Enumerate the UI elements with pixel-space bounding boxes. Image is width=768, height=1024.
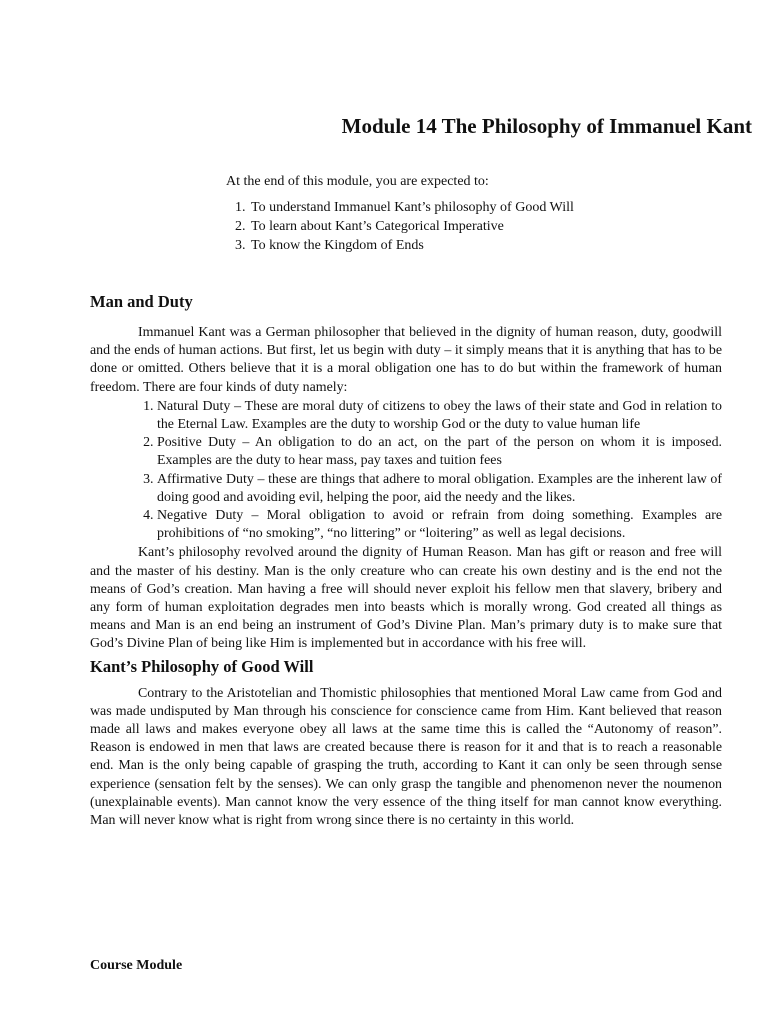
- duty-item: 4. Negative Duty – Moral obligation to avoid or refrain from doing something. Examples are prohibitions of “no smoking”, “no littering” or “loitering” as well as legal decisions.: [157, 507, 722, 543]
- duty-types-list: [90, 398, 722, 544]
- objective-item: 3. To know the Kingdom of Ends: [249, 236, 746, 255]
- body-paragraph: Immanuel Kant was a German philosopher that believed in the dignity of human reason, duty, goodwill and the ends of human actions. But first, let us begin with duty – it simply means that it is anything that has to be done or omitted. Others believe that it is a moral obligation one has to do but within the framework of human freedom. There are four kinds of duty namely:: [90, 325, 722, 395]
- objectives-list: [226, 198, 746, 255]
- objective-item: 1. To understand Immanuel Kant’s philosophy of Good Will: [249, 198, 746, 217]
- footer-label: Course Module: [90, 958, 183, 973]
- learning-objectives: [226, 172, 746, 255]
- duty-item: 2. Positive Duty – An obligation to do an act, on the part of the person on whom it is imposed. Examples are the duty to hear mass, pay taxes and tuition fees: [157, 434, 722, 470]
- section-heading-man-and-duty: Man and Duty: [90, 292, 193, 311]
- body-paragraph: Contrary to the Aristotelian and Thomistic philosophies that mentioned Moral Law came from God and was made undisputed by Man through his conscience for conscience came from Him. Kant believed that reason made all laws and makes everyone obey all laws at the same time this is called the “Autonomy of reason”. Reason is endowed in men that laws are created because there is reason for it and that is to reach a reasonable end. Man is the only being capable of grasping the truth, according to Kant it can only be seen through sense experience (sensation felt by the senses). We can only grasp the tangible and phenomenon never the noumenon (unexplainable events). Man cannot know the very essence of the thing itself for man cannot know everything. Man will never know what is right from wrong since there is no certainty in this world.: [90, 685, 722, 829]
- duty-item: 3. Affirmative Duty – these are things that adhere to moral obligation. Examples are the inherent law of doing good and avoiding evil, helping the poor, aid the needy and the likes.: [157, 471, 722, 507]
- page-title: Module 14 The Philosophy of Immanuel Kant: [341, 114, 752, 138]
- body-paragraph: Kant’s philosophy revolved around the dignity of Human Reason. Man has gift or reason and free will and the master of his destiny. Man is the only creature who can create his own destiny and is the end not the means of God’s creation. Man having a free will should never exploit his fellow men that slavery, bribery and any form of human exploitation degrades men into beasts which is morally wrong. God created all things as means and Man is an end being an instrument of God’s Divine Plan. Man’s primary duty is to make sure that God’s Divine Plan of being like Him is implemented but in accordance with his free will.: [90, 545, 722, 652]
- objectives-intro: At the end of this module, you are expected to:: [226, 174, 489, 189]
- module-content: [90, 291, 722, 831]
- section-heading-good-will: Kant’s Philosophy of Good Will: [90, 656, 314, 676]
- duty-item: 1. Natural Duty – These are moral duty of citizens to obey the laws of their state and God in relation to the Eternal Law. Examples are the duty to worship God or the duty to value human life: [157, 398, 722, 434]
- objective-item: 2. To learn about Kant’s Categorical Imperative: [249, 217, 746, 236]
